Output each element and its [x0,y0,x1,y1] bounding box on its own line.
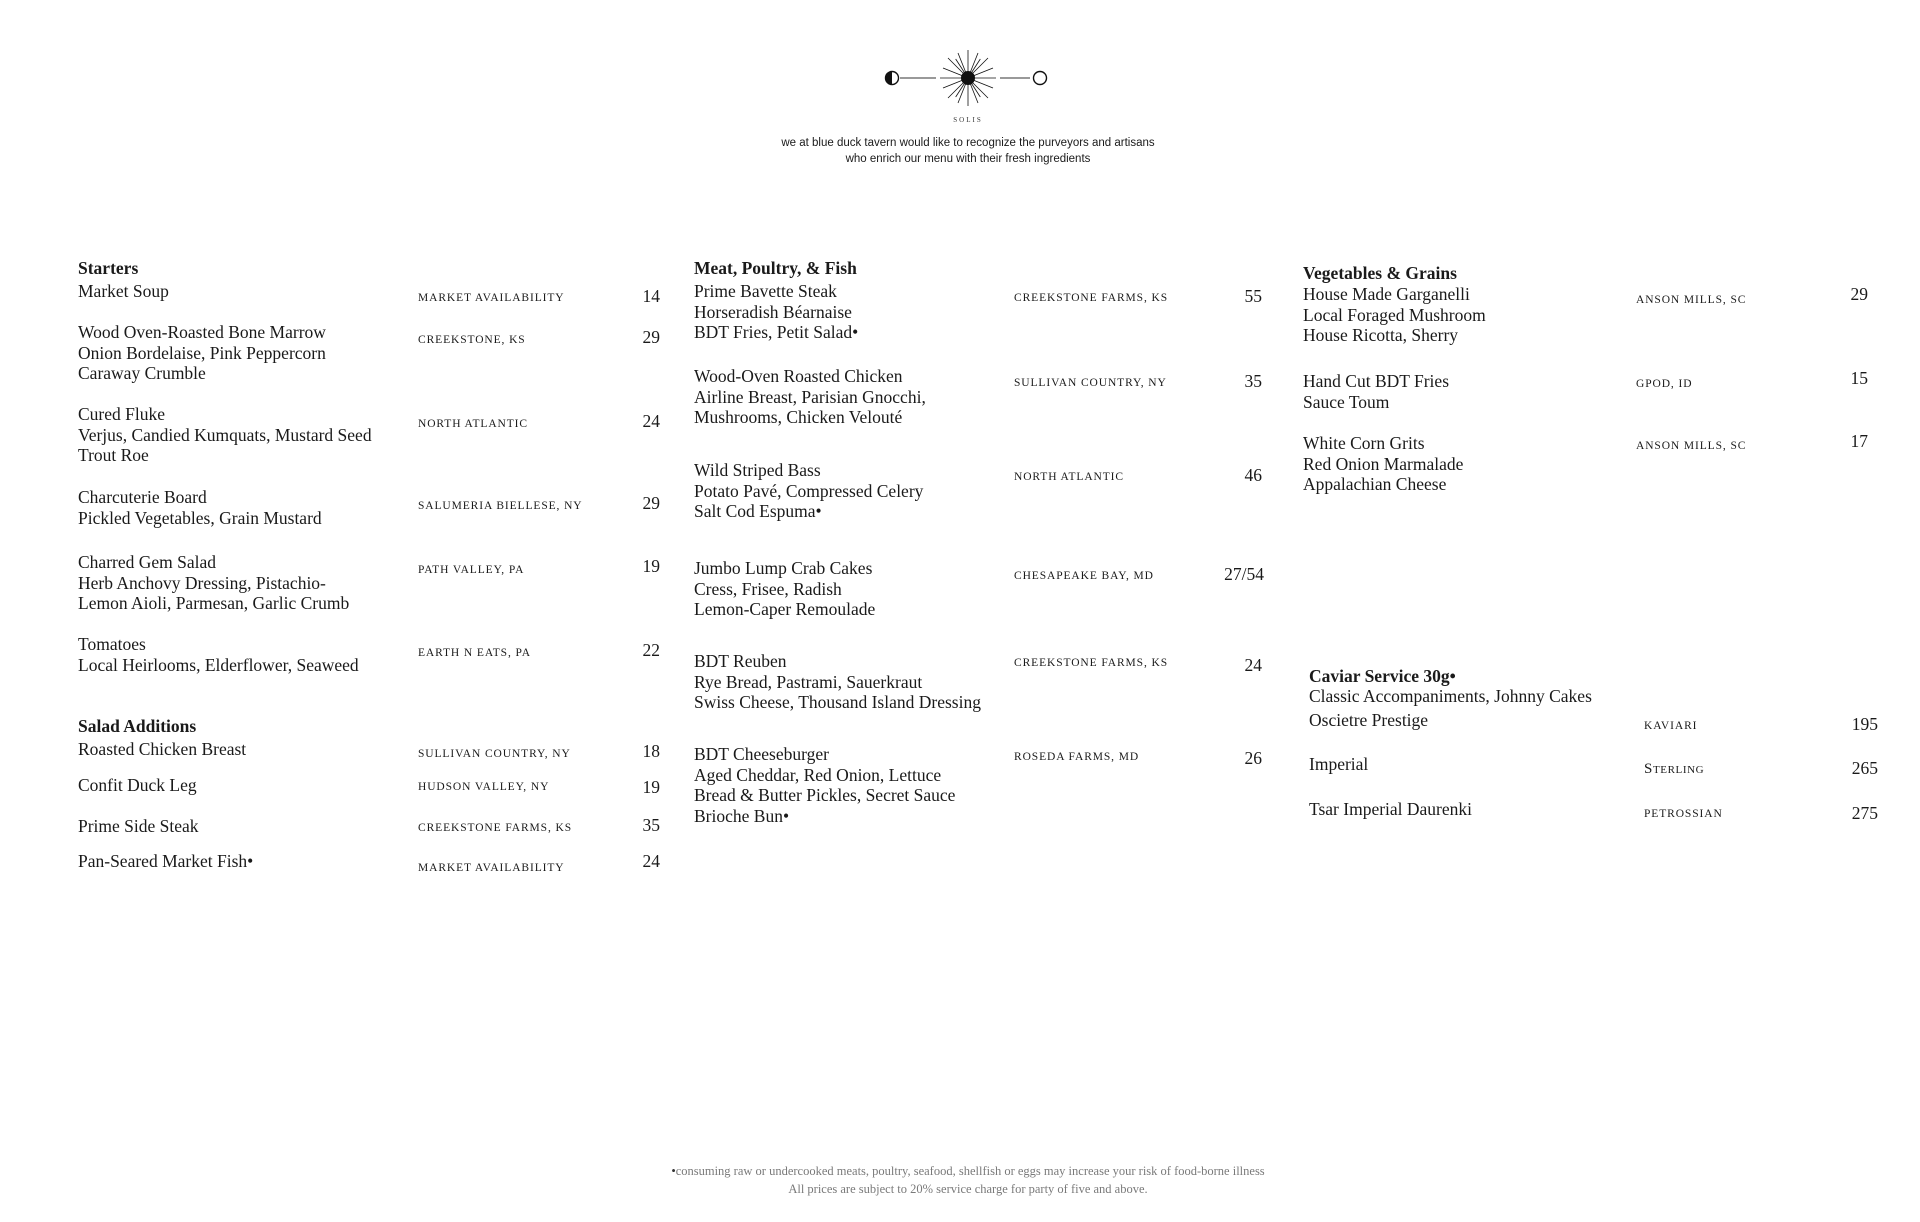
half-moon-left-icon [886,72,899,85]
item-source: ANSON MILLS, SC [1636,294,1747,306]
item-source: CREEKSTONE, KS [418,334,526,346]
item-price: 195 [1851,714,1878,734]
item-source: ROSEDA FARMS, MD [1014,751,1140,763]
item-source: PATH VALLEY, PA [418,564,525,576]
footer-disclaimer [0,1162,1920,1198]
item-price: 29 [1850,284,1868,304]
item-price: 17 [1850,431,1868,451]
item-price: 24 [642,851,660,871]
item-price: 275 [1851,803,1878,823]
item-price: 24 [642,411,660,431]
caviar-item-name: Oscietre Prestige [1309,710,1429,730]
menu-item: Market Soup [78,281,169,301]
intro-text [0,135,1920,167]
item-price: 24 [1244,655,1262,675]
menu-item: Confit Duck Leg [78,775,197,795]
menu-item: Charcuterie Board Pickled Vegetables, Grain Mustard [78,487,322,528]
item-price: 14 [642,286,660,306]
starters-heading: Starters [78,258,139,278]
item-price: 27/54 [1224,564,1264,584]
asterisk-marker: • [671,1164,676,1178]
menu-item: Charred Gem Salad Herb Anchovy Dressing, Pistachio- Lemon Aioli, Parmesan, Garlic Crumb [78,552,350,613]
menu-item: Wood Oven-Roasted Bone Marrow Onion Bordelaise, Pink Peppercorn Caraway Crumble [78,322,326,383]
item-source: ANSON MILLS, SC [1636,440,1747,452]
item-price: 35 [642,815,660,835]
crescent-moon-right-icon [1034,72,1047,85]
item-source: NORTH ATLANTIC [418,418,528,430]
menu-item: Wild Striped Bass Potato Pavé, Compressed Celery Salt Cod Espuma• [694,460,924,521]
item-price: 29 [642,493,660,513]
item-source: NORTH ATLANTIC [1014,471,1124,483]
item-price: 35 [1244,371,1262,391]
menu-item: Jumbo Lump Crab Cakes Cress, Frisee, Radish Lemon-Caper Remoulade [694,558,876,619]
sun-icon [940,50,996,106]
item-price: 55 [1244,286,1262,306]
item-source: PETROSSIAN [1644,808,1723,820]
item-source: KAVIARI [1644,720,1698,732]
menu-item: House Made Garganelli Local Foraged Mushroom House Ricotta, Sherry [1303,284,1486,345]
item-price: 19 [642,777,660,797]
item-price: 19 [642,556,660,576]
item-source: CREEKSTONE FARMS, KS [1014,292,1169,304]
item-source: EARTH N EATS, PA [418,647,531,659]
item-source: HUDSON VALLEY, NY [418,781,550,793]
item-source: MARKET AVAILABILITY [418,862,565,874]
menu-item: Hand Cut BDT Fries Sauce Toum [1303,371,1449,412]
intro-line-2: who enrich our menu with their fresh ingredients [845,153,1091,165]
item-source: GPOD, ID [1636,378,1693,390]
item-price: 265 [1851,758,1878,778]
item-source: MARKET AVAILABILITY [418,292,565,304]
logo-wordmark: SOLIS [953,116,983,124]
caviar-item-name: Tsar Imperial Daurenki [1309,799,1473,819]
item-source: CREEKSTONE FARMS, KS [418,822,573,834]
item-source: Sterling [1644,761,1705,777]
menu-item: White Corn Grits Red Onion Marmalade Appalachian Cheese [1303,433,1464,494]
item-price: 29 [642,327,660,347]
item-price: 15 [1850,368,1868,388]
item-price: 18 [642,741,660,761]
item-source: CHESAPEAKE BAY, MD [1014,570,1154,582]
footer-line-2: All prices are subject to 20% service charge for party of five and above. [788,1182,1148,1196]
menu-item: Cured Fluke Verjus, Candied Kumquats, Mustard Seed Trout Roe [78,404,372,465]
item-source: SULLIVAN COUNTRY, NY [418,748,571,760]
solis-logo [878,46,1058,132]
menu-item: BDT Cheeseburger Aged Cheddar, Red Onion, Lettuce Bread & Butter Pickles, Secret Sauce Brioche Bun• [694,744,956,826]
footer-line-1: consuming raw or undercooked meats, poultry, seafood, shellfish or eggs may increase your risk of food-borne illness [675,1164,1265,1178]
item-price: 26 [1244,748,1262,768]
meat-heading: Meat, Poultry, & Fish [694,258,857,278]
item-source: CREEKSTONE FARMS, KS [1014,657,1169,669]
salad-additions-heading: Salad Additions [78,716,197,736]
menu-item: Tomatoes Local Heirlooms, Elderflower, Seaweed [78,634,359,675]
intro-line-1: we at blue duck tavern would like to recognize the purveyors and artisans [781,137,1155,149]
menu-item: BDT Reuben Rye Bread, Pastrami, Sauerkraut Swiss Cheese, Thousand Island Dressing [694,651,981,712]
menu-item: Prime Side Steak [78,816,199,836]
caviar-item-name: Imperial [1309,754,1369,774]
menu-item: Pan-Seared Market Fish• [78,851,254,871]
caviar-subtitle: Classic Accompaniments, Johnny Cakes [1309,686,1592,706]
menu-item: Roasted Chicken Breast [78,739,247,759]
item-source: SALUMERIA BIELLESE, NY [418,500,583,512]
menu-item: Wood-Oven Roasted Chicken Airline Breast, Parisian Gnocchi, Mushrooms, Chicken Velouté [694,366,926,427]
item-price: 46 [1244,465,1262,485]
vegetables-heading: Vegetables & Grains [1303,263,1457,283]
item-price: 22 [642,640,660,660]
menu-item: Prime Bavette Steak Horseradish Béarnaise BDT Fries, Petit Salad• [694,281,859,342]
item-source: SULLIVAN COUNTRY, NY [1014,377,1167,389]
caviar-heading: Caviar Service 30g• [1309,666,1456,686]
